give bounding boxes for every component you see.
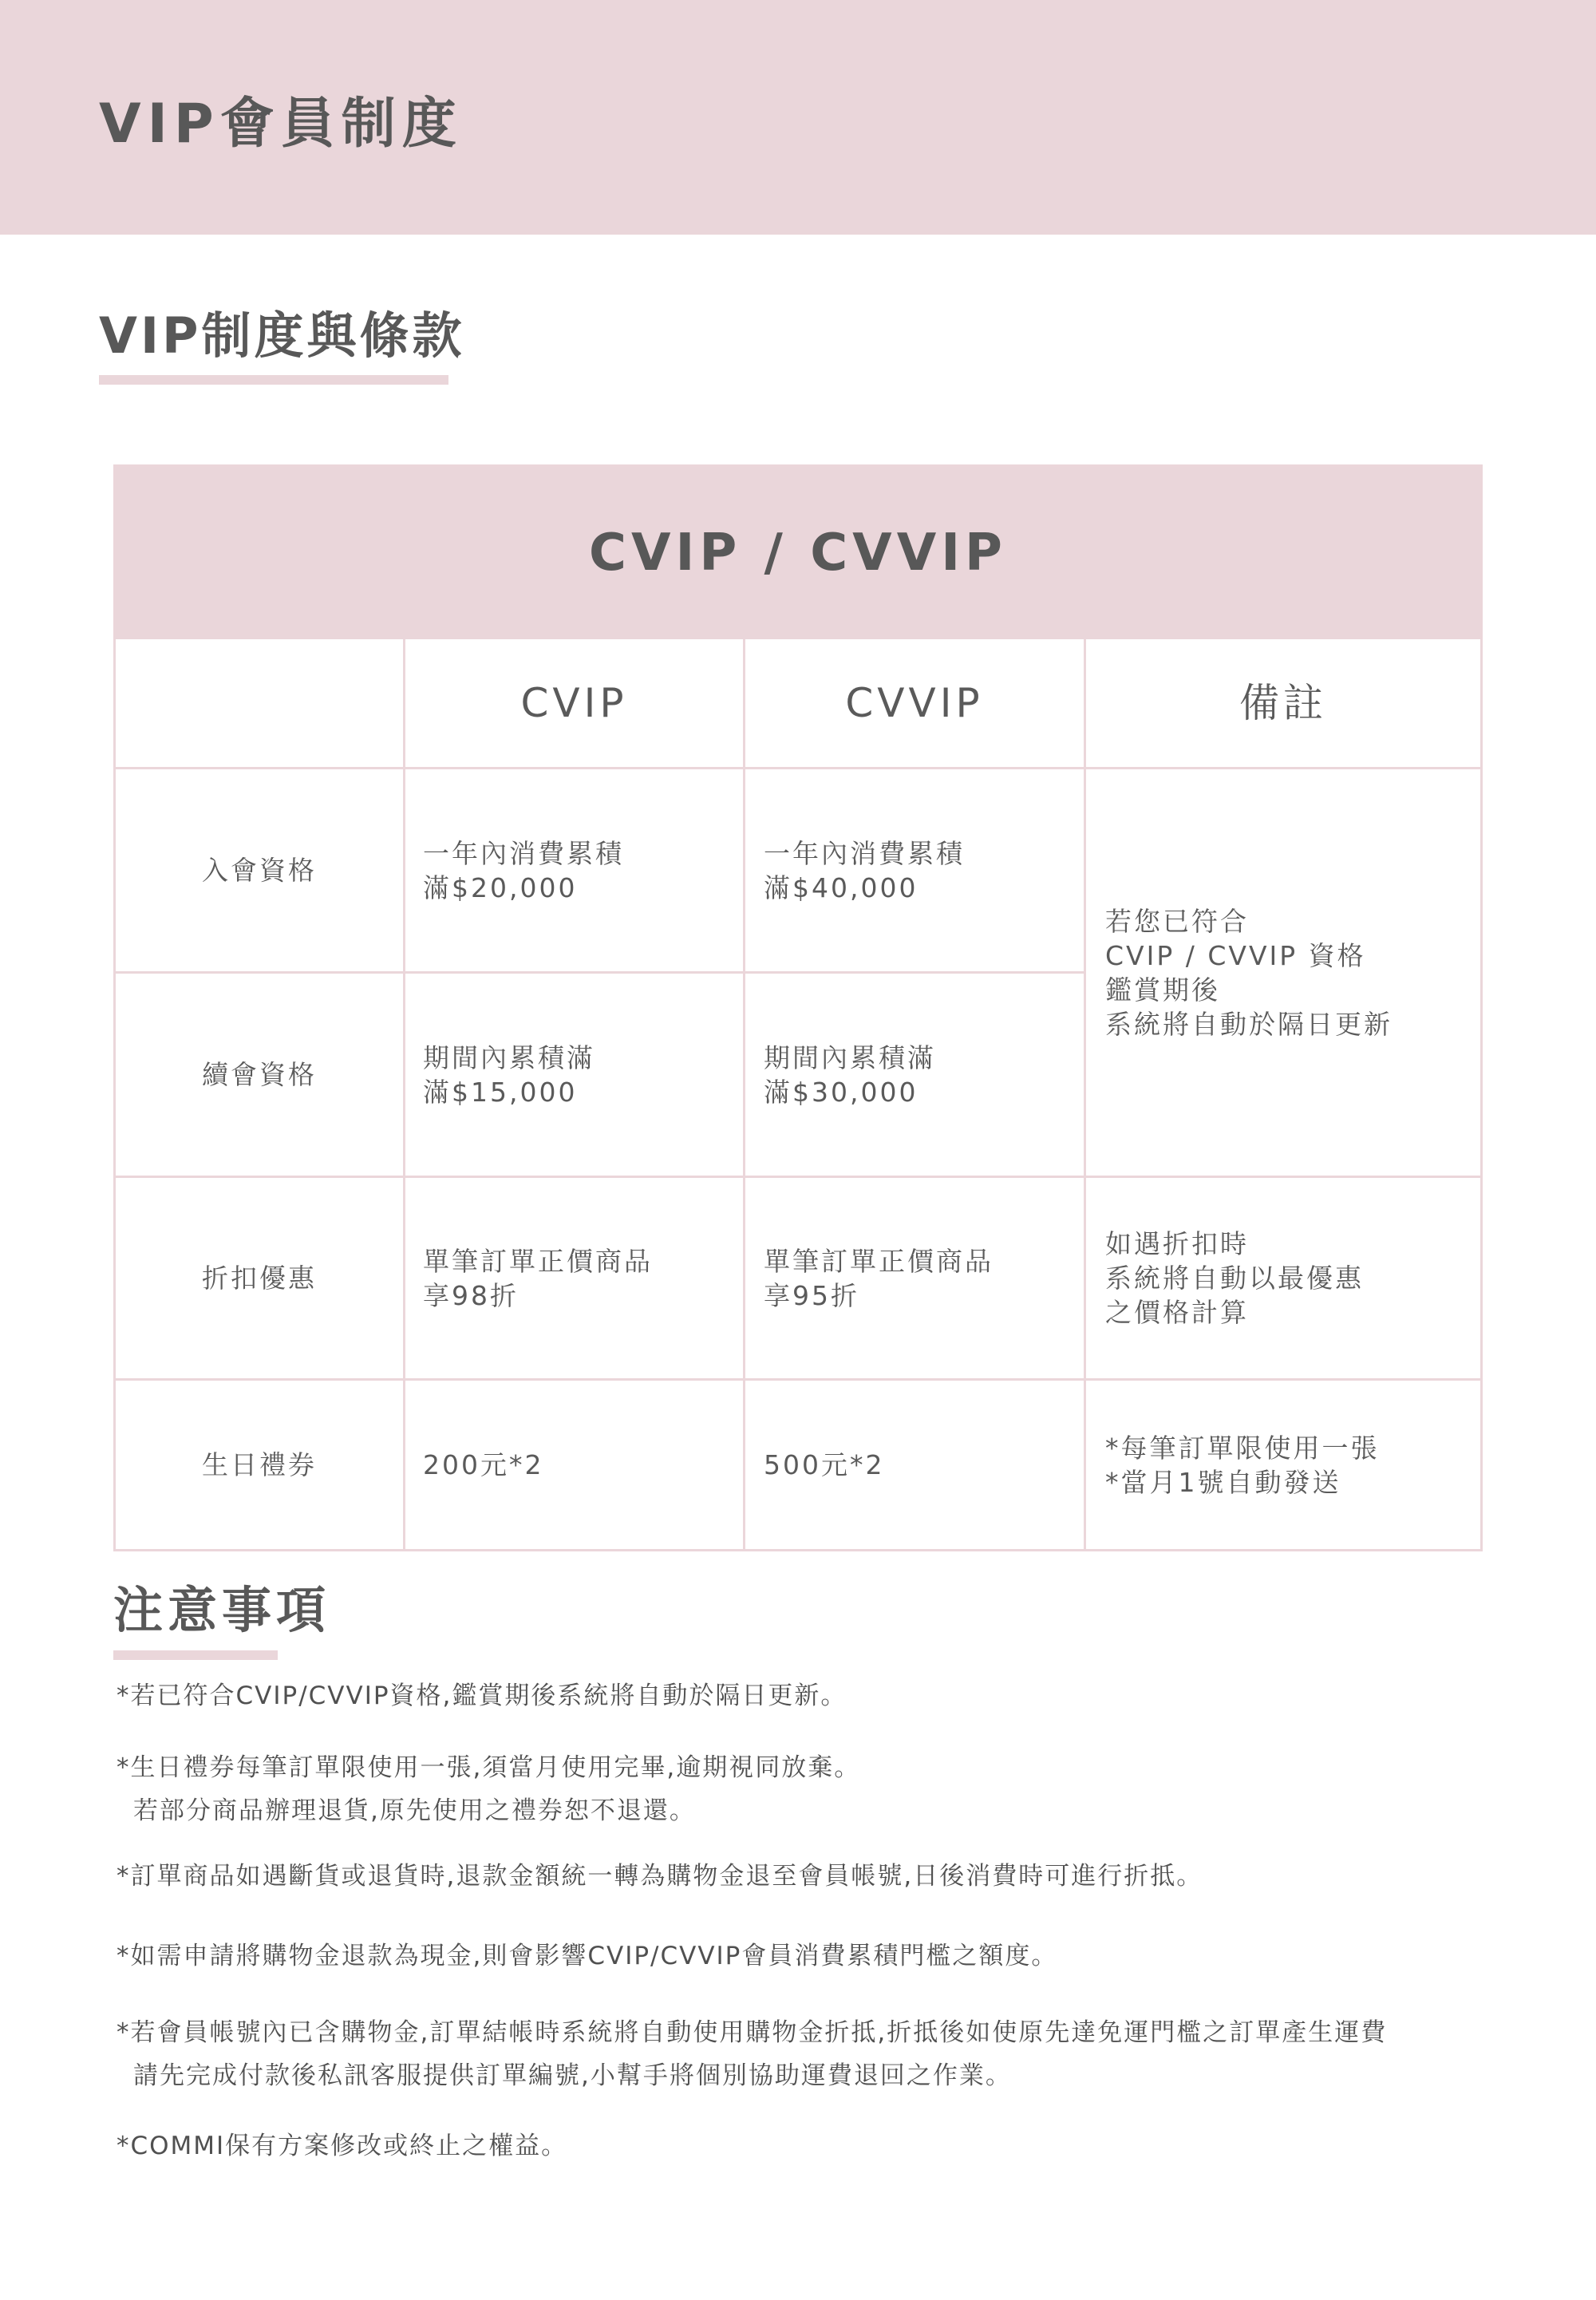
divider [403,639,405,1549]
row-label-renew: 續會資格 [202,1059,317,1090]
note-text: *若已符合CVIP/CVVIP資格,鑑賞期後系統將自動於隔日更新。 [117,1682,847,1710]
table-cell: 期間內累積滿 滿$15,000 [423,1041,595,1108]
page-title: VIP會員制度 [99,93,463,156]
table-cell-merged-note: 若您已符合 CVIP / CVVIP 資格 鑑賞期後 系統將自動於隔日更新 [1105,905,1393,1040]
table-cell: 單筆訂單正價商品 享98折 [423,1245,653,1311]
membership-table [113,464,1483,1551]
notes-title-underline [113,1650,278,1660]
table-cell: 200元*2 [423,1449,544,1480]
column-header-cvvip: CVVIP [845,679,984,726]
column-header-cvip: CVIP [520,679,628,726]
note-item [117,1746,1505,1832]
table-cell: 一年內消費累積 滿$20,000 [423,837,624,903]
note-text: 請先完成付款後私訊客服提供訂單編號,小幫手將個別協助運費退回之作業。 [133,2061,1012,2090]
row-label-join: 入會資格 [202,855,317,886]
divider [743,639,745,1549]
notes-title: 注意事項 [113,1581,331,1639]
note-item [117,1934,1505,1978]
note-item [117,1855,1505,1898]
note-item [117,1674,1505,1717]
note-text: *生日禮券每筆訂單限使用一張,須當月使用完畢,逾期視同放棄。 [117,1753,861,1782]
section-title-underline [99,375,448,385]
table-cell: 如遇折扣時 系統將自動以最優惠 之價格計算 [1105,1228,1364,1328]
column-header-notes: 備註 [1239,679,1327,726]
table-cell: 期間內累積滿 滿$30,000 [764,1041,936,1108]
note-item [117,2011,1505,2097]
note-text: *如需申請將購物金退款為現金,則會影響CVIP/CVVIP會員消費累積門檻之額度。 [117,1942,1058,1970]
table-cell: 單筆訂單正價商品 享95折 [764,1245,994,1311]
note-text: *COMMI保有方案修改或終止之權益。 [117,2132,568,2160]
table-title: CVIP / CVVIP [589,524,1007,583]
table-cell: *每筆訂單限使用一張 *當月1號自動發送 [1105,1432,1380,1498]
section-title: VIP制度與條款 [99,306,465,365]
note-text: *若會員帳號內已含購物金,訂單結帳時系統將自動使用購物金折抵,折抵後如使原先達免運門檻之訂單產生運費 [117,2018,1388,2047]
note-text: 若部分商品辦理退貨,原先使用之禮券恕不退還。 [133,1796,696,1825]
row-label-discount: 折扣優惠 [202,1263,317,1294]
row-label-birthday: 生日禮券 [202,1449,317,1480]
table-cell: 一年內消費累積 滿$40,000 [764,837,965,903]
table-cell: 500元*2 [764,1449,885,1480]
note-item [117,2124,1505,2168]
note-text: *訂單商品如遇斷貨或退貨時,退款金額統一轉為購物金退至會員帳號,日後消費時可進行折抵。 [117,1862,1203,1891]
divider [1084,639,1086,1549]
